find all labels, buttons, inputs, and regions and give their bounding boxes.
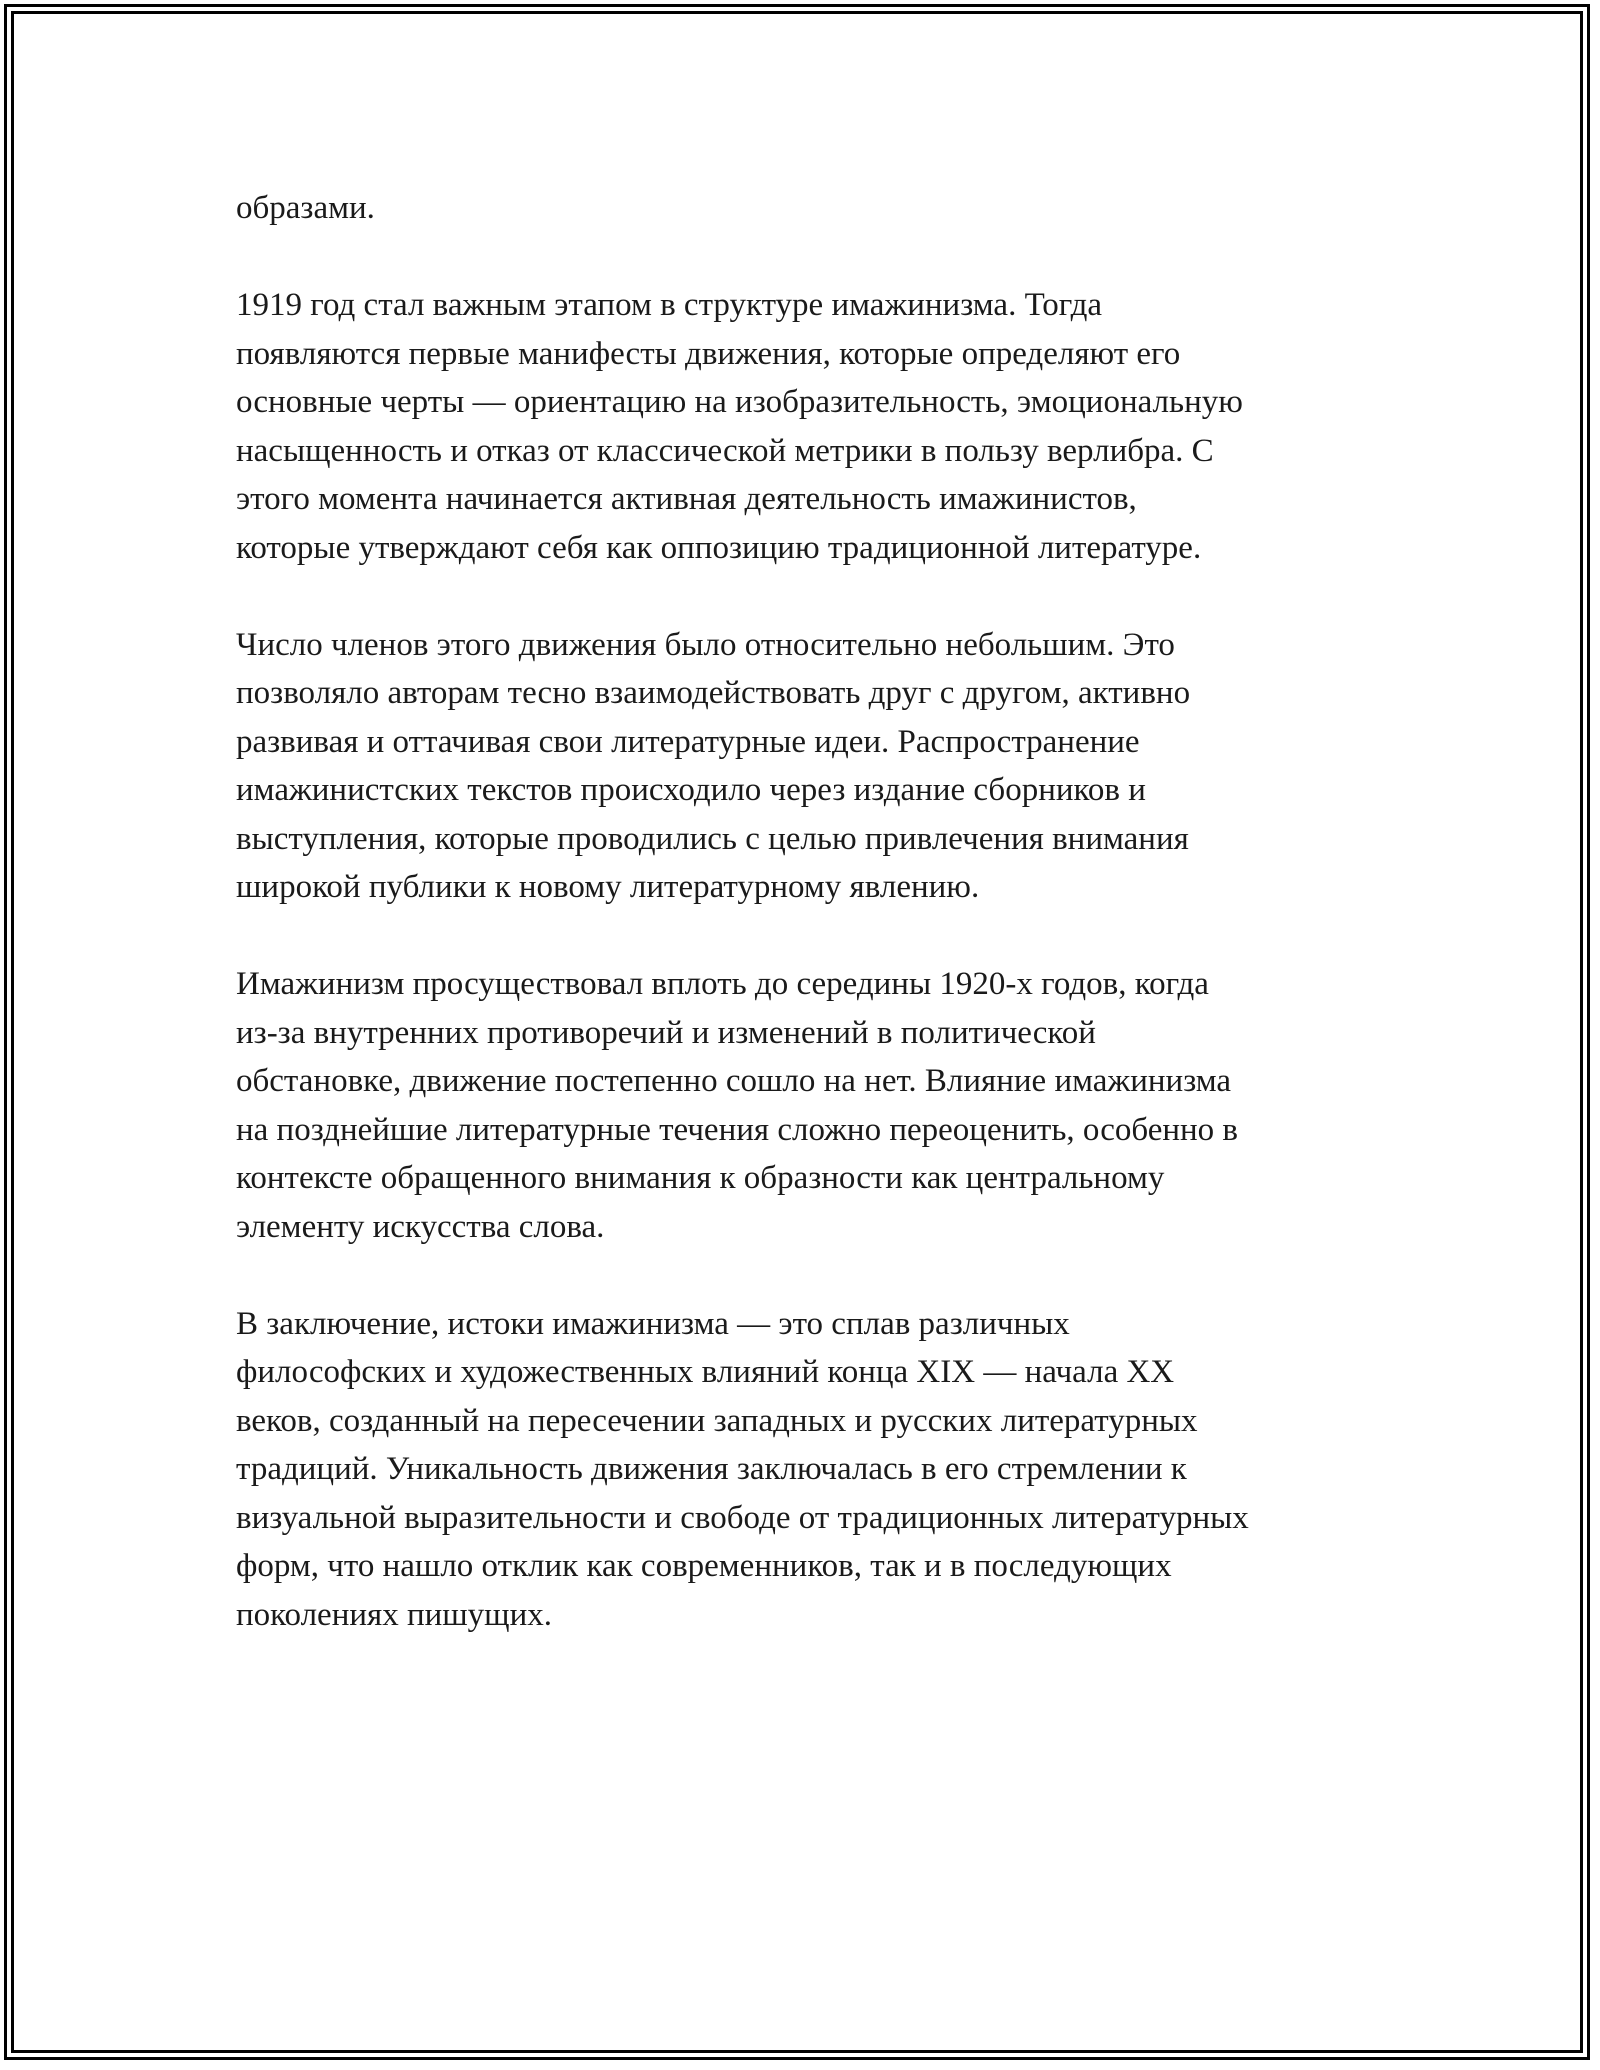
paragraph-manifestos-1919: 1919 год стал важным этапом в структуре имажинизма. Тогда появляются первые манифесты движения, которые определяют его основные черты — ориентацию на изобразительность, эмоциональную насыщенность и отказ от классической метрики в пользу верлибра. С этого момента начинается активная деятельность имажинистов, которые утверждают себя как оппозицию традиционной литературе. xyxy=(236,287,1243,566)
paragraph-conclusion: В заключение, истоки имажинизма — это сплав различных философских и художественных влияний конца XIX — начала XX веков, созданный на пересечении западных и русских литературных традиций. Уникальность движения заключалась в его стремлении к визуальной выразительности и свободе от традиционных литературных форм, что нашло отклик как современников, так и в последующих поколениях пишущих. xyxy=(236,1305,1249,1633)
document-body xyxy=(236,184,1366,1688)
paragraph-continuation: образами. xyxy=(236,190,375,226)
paragraph-membership: Число членов этого движения было относительно небольшим. Это позволяло авторам тесно взаимодействовать друг с другом, активно развивая и оттачивая свои литературные идеи. Распространение имажинистских текстов происходило через издание сборников и выступления, которые проводились с целью привлечения внимания широкой публики к новому литературному явлению. xyxy=(236,626,1191,905)
paragraph-decline: Имажинизм просуществовал вплоть до середины 1920-х годов, когда из-за внутренних противоречий и изменений в политической обстановке, движение постепенно сошло на нет. Влияние имажинизма на позднейшие литературные течения сложно переоценить, особенно в контексте обращенного внимания к образности как центральному элементу искусства слова. xyxy=(236,966,1239,1245)
